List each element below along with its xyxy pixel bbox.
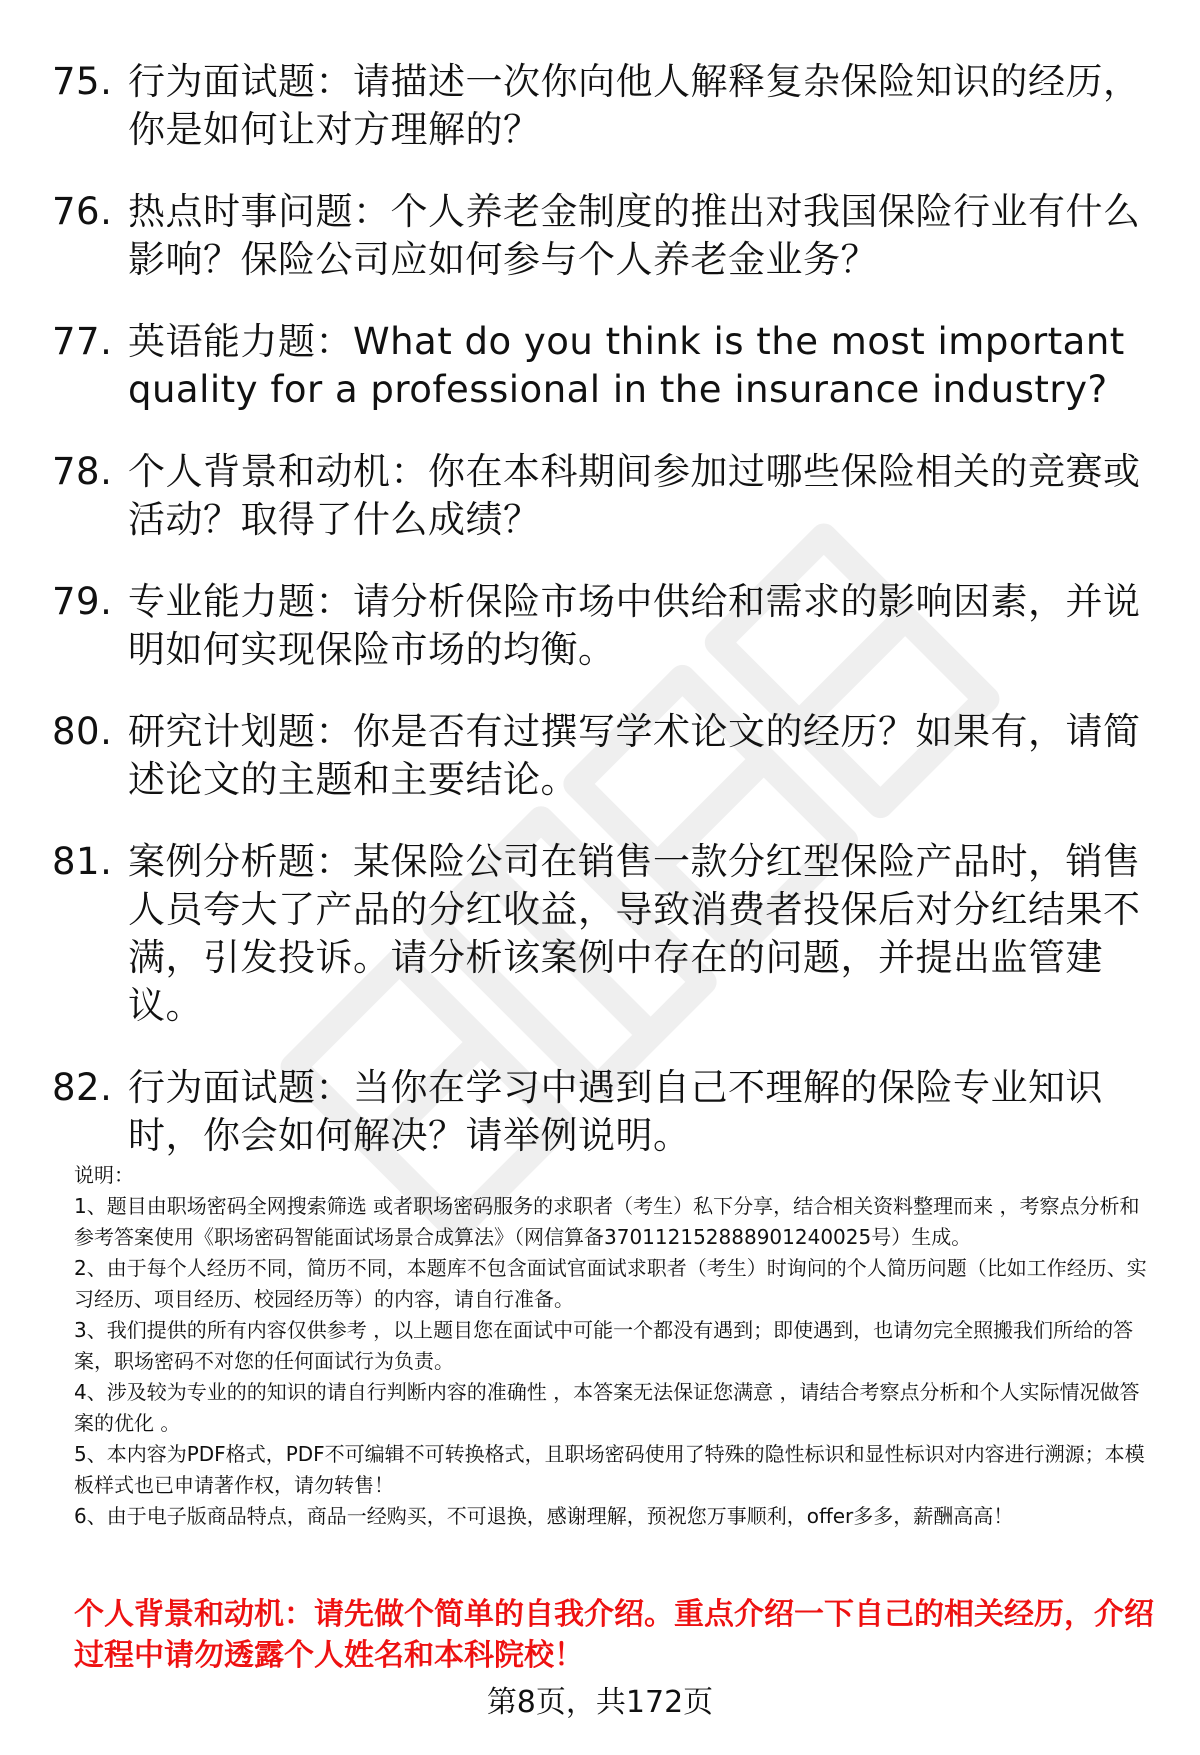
question-number: 81. [52,840,113,883]
question-text: 热点时事问题：个人养老金制度的推出对我国保险行业有什么影响？保险公司应如何参与个人养老金业务？ [128,190,1141,281]
question-list [52,58,1142,1194]
note-item: 5、本内容为PDF格式，PDF不可编辑不可转换格式，且职场密码使用了特殊的隐性标识和显性标识对内容进行溯源；本模板样式也已申请著作权，请勿转售！ [74,1442,1145,1497]
question-item [52,838,1142,1030]
question-number: 77. [52,320,113,363]
note-item: 3、我们提供的所有内容仅供参考 ，以上题目您在面试中可能一个都没有遇到；即使遇到，也请勿完全照搬我们所给的答案，职场密码不对您的任何面试行为负责。 [74,1318,1134,1373]
note-item: 1、题目由职场密码全网搜索筛选 或者职场密码服务的求职者（考生）私下分享，结合相关资料整理而来 ，考察点分析和参考答案使用《职场密码智能面试场景合成算法》（网信算备370112152888901240025号）生成。 [74,1194,1140,1249]
question-number: 80. [52,710,113,753]
question-text: 专业能力题：请分析保险市场中供给和需求的影响因素，并说明如何实现保险市场的均衡。 [128,580,1141,671]
question-number: 82. [52,1066,113,1109]
question-number: 75. [52,60,113,103]
question-text: 行为面试题：当你在学习中遇到自己不理解的保险专业知识时，你会如何解决？请举例说明。 [128,1066,1103,1157]
page-number: 第8页，共172页 [486,1685,714,1720]
question-item [52,708,1142,804]
question-number: 79. [52,580,113,623]
question-text: 案例分析题：某保险公司在销售一款分红型保险产品时，销售人员夸大了产品的分红收益，导致消费者投保后对分红结果不满，引发投诉。请分析该案例中存在的问题，并提出监管建议。 [128,840,1141,1027]
notes-heading: 说明： [74,1163,134,1187]
question-text: 英语能力题：What do you think is the most important quality for a professional in the insurance industry? [128,320,1125,411]
question-item [52,188,1142,284]
note-item: 2、由于每个人经历不同，简历不同，本题库不包含面试官面试求职者（考生）时询问的个人简历问题（比如工作经历、实习经历、项目经历、校园经历等）的内容，请自行准备。 [74,1256,1147,1311]
highlight-question: 个人背景和动机：请先做个简单的自我介绍。重点介绍一下自己的相关经历，介绍过程中请勿透露个人姓名和本科院校！ [74,1597,1154,1673]
question-item [52,1064,1142,1160]
question-item [52,58,1142,154]
question-text: 行为面试题：请描述一次你向他人解释复杂保险知识的经历，你是如何让对方理解的？ [128,60,1141,151]
notes-section [74,1160,1154,1532]
question-text: 个人背景和动机：你在本科期间参加过哪些保险相关的竞赛或活动？取得了什么成绩？ [128,450,1141,541]
question-item [52,578,1142,674]
note-item: 4、涉及较为专业的的知识的请自行判断内容的准确性 ，本答案无法保证您满意 ，请结合考察点分析和个人实际情况做答案的优化 。 [74,1380,1140,1435]
question-text: 研究计划题：你是否有过撰写学术论文的经历？如果有，请简述论文的主题和主要结论。 [128,710,1141,801]
question-number: 76. [52,190,113,233]
note-item: 6、由于电子版商品特点，商品一经购买，不可退换，感谢理解，预祝您万事顺利，offer多多，薪酬高高！ [74,1504,1014,1528]
question-item [52,448,1142,544]
question-item [52,318,1142,414]
question-number: 78. [52,450,113,493]
